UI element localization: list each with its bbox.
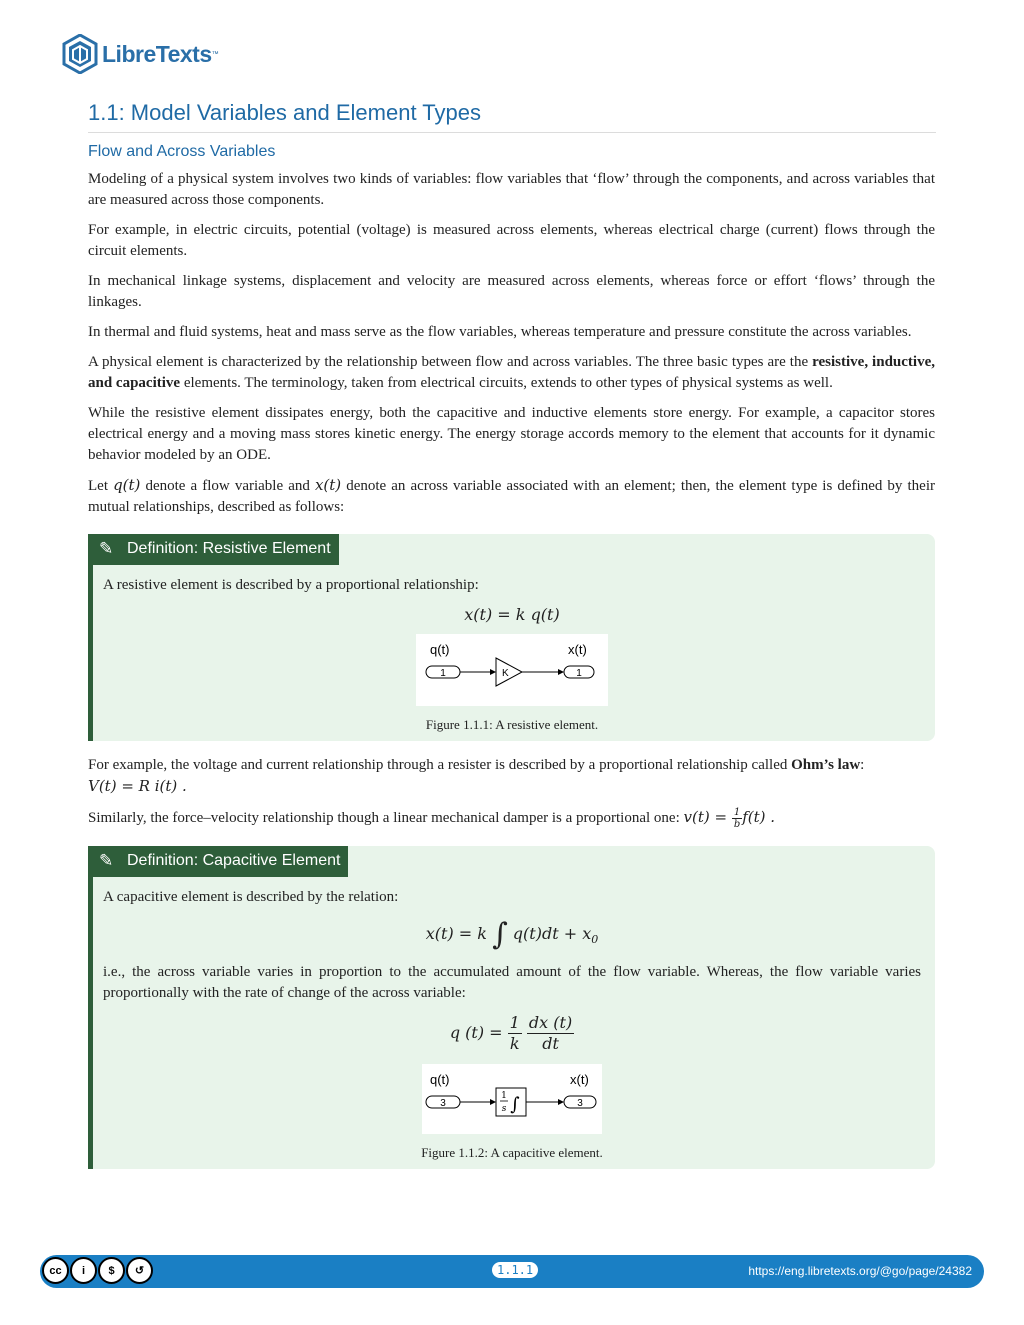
fraction: $\frac{dx (t)}{dt}$ <box>528 1013 573 1054</box>
definition-text: A capacitive element is described by the relation: <box>103 889 399 906</box>
fraction: $\frac{1}{b}$ <box>733 807 741 831</box>
diagram-gain-block: K <box>502 668 509 679</box>
definition-text: i.e., the across variable varies in proportion to the accumulated amount of the flow variable. Whereas, the flow variable varies proportionally with the rate of change of the across variable: <box>103 964 921 1002</box>
paragraph: While the resistive element dissipates energy, both the capacitive and inductive elements store energy. For example, a capacitor stores electrical energy and a moving mass stores kinetic energy. The energy storage accords memory to the element that accounts for it dynamic behavior modeled by an ODE. <box>88 405 935 463</box>
sharealike-icon: ↺ <box>126 1257 153 1284</box>
definition-text: A resistive element is described by a proportional relationship: <box>103 577 479 593</box>
diagram-integrator-symbol: ∫ <box>510 1094 520 1116</box>
diagram-input-label: q(t) <box>430 642 450 657</box>
definition-capacitive <box>88 846 935 1169</box>
bold-term: Ohm’s law <box>791 757 861 773</box>
main-content <box>88 169 935 1183</box>
math-x: x(t) <box>314 476 342 494</box>
definition-header: ✎ Definition: Resistive Element <box>93 534 339 565</box>
figure-capacitive <box>103 1064 921 1161</box>
math-q: q(t) <box>113 476 141 494</box>
diagram-input-port: 1 <box>440 668 446 679</box>
bold-term: resistive, inductive, and capacitive <box>88 354 935 391</box>
pencil-icon: ✎ <box>99 851 114 871</box>
paragraph: Similarly, the force–velocity relationship though a linear mechanical damper is a proportional one: v(t) = $\frac{1}{b}$ f(t) . <box>88 807 776 831</box>
libretexts-hexagon-icon <box>62 34 98 74</box>
equation-capacitive-integral: x(t) = k ∫ $q(t)dt + x_0$ <box>425 917 599 953</box>
attribution-icon: i <box>70 1257 97 1284</box>
page-title: 1.1: Model Variables and Element Types <box>88 100 936 133</box>
definition-resistive <box>88 534 935 741</box>
section-title: Flow and Across Variables <box>88 143 276 160</box>
paragraph: Modeling of a physical system involves two kinds of variables: flow variables that ‘flow’ through the components, and across variables that are measured across those components. <box>88 171 935 208</box>
diagram-output-label: x(t) <box>568 642 587 657</box>
math-ohms-law: V(t) = R i(t) . <box>88 777 187 795</box>
page-url-link[interactable]: https://eng.libretexts.org/@go/page/24382 <box>748 1264 972 1278</box>
diagram-output-port: 1 <box>576 668 582 679</box>
diagram-integrator-den: s <box>501 1104 507 1115</box>
diagram-input-label: q(t) <box>430 1072 450 1088</box>
logo-trademark: ™ <box>211 50 219 58</box>
diagram-output-label: x(t) <box>570 1072 589 1088</box>
paragraph: For example, in electric circuits, potential (voltage) is measured across elements, whereas electrical charge (current) flows through the circuit elements. <box>88 222 935 259</box>
capacitive-block-diagram <box>422 1064 602 1134</box>
figure-caption: Figure 1.1.1: A resistive element. <box>425 717 599 732</box>
noncommercial-icon: $ <box>98 1257 125 1284</box>
paragraph: In thermal and fluid systems, heat and mass serve as the flow variables, whereas temperature and pressure constitute the across variables. <box>88 324 912 340</box>
paragraph: A physical element is characterized by the relationship between flow and across variables. The three basic types are the resistive, inductive, and capacitive elements. The terminology, taken from electrical circuits, extends to other types of physical systems as well. <box>88 354 935 391</box>
definition-header: ✎ Definition: Capacitive Element <box>93 846 348 877</box>
diagram-output-port: 3 <box>577 1098 583 1110</box>
logo-text: LibreTexts <box>102 40 212 67</box>
resistive-block-diagram <box>416 634 608 706</box>
fraction: $\frac{1}{k}$ <box>509 1013 520 1054</box>
diagram-integrator-num: 1 <box>501 1091 507 1102</box>
cc-license-badge[interactable] <box>42 1257 153 1284</box>
paragraph: For example, the voltage and current relationship through a resister is described by a proportional relationship called Ohm’s law: V(t) = R i(t) . <box>88 757 865 795</box>
libretexts-logo[interactable] <box>62 34 219 74</box>
equation-capacitive-derivative: q (t) = $\frac{1}{k}$ $\frac{dx (t)}{dt}$ <box>449 1013 573 1054</box>
cc-icon: cc <box>42 1257 69 1284</box>
paragraph: Let q(t) denote a flow variable and x(t) denote an across variable associated with an element; then, the element type is defined by their mutual relationships, described as follows: <box>88 476 935 515</box>
figure-caption: Figure 1.1.2: A capacitive element. <box>421 1145 603 1161</box>
pencil-icon: ✎ <box>99 539 114 558</box>
equation-resistive: x(t) = k q(t) <box>464 605 560 624</box>
paragraph: In mechanical linkage systems, displacement and velocity are measured across elements, whereas force or effort ‘flows’ through the linkages. <box>88 273 935 310</box>
diagram-input-port: 3 <box>440 1098 446 1110</box>
page-footer <box>40 1255 984 1288</box>
figure-resistive <box>103 634 921 733</box>
page-number: 1.1.1 <box>492 1262 538 1278</box>
